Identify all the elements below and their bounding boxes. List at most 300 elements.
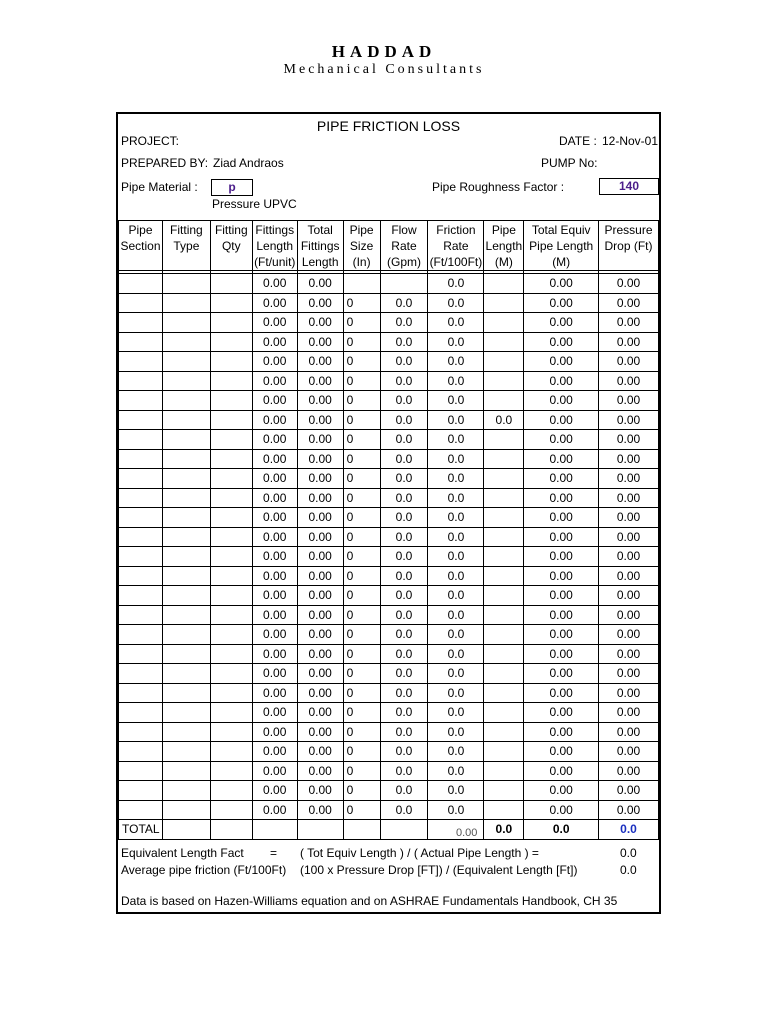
table-cell[interactable]: 0	[343, 488, 380, 508]
table-cell[interactable]: 0	[343, 391, 380, 411]
table-cell[interactable]: 0.0	[428, 547, 484, 567]
table-cell[interactable]	[162, 449, 210, 469]
table-cell[interactable]: 0.0	[428, 781, 484, 801]
table-cell[interactable]: 0.0	[380, 644, 428, 664]
table-cell[interactable]: 0	[343, 761, 380, 781]
table-cell[interactable]	[119, 547, 163, 567]
table-cell[interactable]: 0.00	[297, 761, 343, 781]
table-cell[interactable]: 0.00	[599, 352, 659, 372]
table-cell[interactable]: 0.00	[599, 430, 659, 450]
table-cell[interactable]	[484, 800, 524, 820]
table-cell[interactable]: 0.00	[599, 586, 659, 606]
table-cell[interactable]	[484, 625, 524, 645]
table-cell[interactable]: 0.00	[524, 488, 599, 508]
table-cell[interactable]: 0.00	[252, 488, 297, 508]
table-cell[interactable]: 0.0	[428, 410, 484, 430]
table-cell[interactable]	[119, 566, 163, 586]
table-cell[interactable]	[162, 508, 210, 528]
table-cell[interactable]: 0	[343, 586, 380, 606]
table-cell[interactable]: 0.00	[297, 547, 343, 567]
table-cell[interactable]	[484, 293, 524, 313]
table-cell[interactable]: 0.00	[252, 761, 297, 781]
table-cell[interactable]	[210, 742, 252, 762]
table-cell[interactable]: 0.00	[599, 274, 659, 294]
table-cell[interactable]: 0.00	[599, 469, 659, 489]
table-cell[interactable]	[119, 371, 163, 391]
table-cell[interactable]	[210, 391, 252, 411]
table-cell[interactable]: 0.0	[428, 742, 484, 762]
table-cell[interactable]: 0.0	[428, 722, 484, 742]
table-cell[interactable]	[484, 430, 524, 450]
table-cell[interactable]: 0	[343, 332, 380, 352]
table-cell[interactable]: 0.00	[599, 683, 659, 703]
table-cell[interactable]: 0.00	[297, 683, 343, 703]
table-cell[interactable]	[162, 430, 210, 450]
table-cell[interactable]	[119, 644, 163, 664]
table-cell[interactable]	[210, 293, 252, 313]
table-cell[interactable]: 0	[343, 800, 380, 820]
table-cell[interactable]: 0.0	[380, 352, 428, 372]
table-cell[interactable]	[210, 430, 252, 450]
table-cell[interactable]: 0.00	[252, 664, 297, 684]
table-cell[interactable]: 0.00	[297, 430, 343, 450]
table-cell[interactable]: 0.00	[297, 800, 343, 820]
table-cell[interactable]	[162, 781, 210, 801]
table-cell[interactable]: 0.0	[428, 430, 484, 450]
table-cell[interactable]	[484, 605, 524, 625]
table-cell[interactable]: 0.00	[524, 800, 599, 820]
table-cell[interactable]: 0	[343, 352, 380, 372]
table-cell[interactable]: 0.00	[297, 605, 343, 625]
table-cell[interactable]: 0.0	[380, 664, 428, 684]
table-cell[interactable]: 0.0	[380, 683, 428, 703]
table-cell[interactable]: 0.00	[599, 527, 659, 547]
table-cell[interactable]	[119, 761, 163, 781]
table-cell[interactable]: 0	[343, 742, 380, 762]
table-cell[interactable]: 0.00	[599, 703, 659, 723]
table-cell[interactable]: 0.00	[524, 605, 599, 625]
table-cell[interactable]	[162, 644, 210, 664]
table-cell[interactable]	[162, 703, 210, 723]
table-cell[interactable]: 0.00	[252, 274, 297, 294]
table-cell[interactable]	[119, 781, 163, 801]
table-cell[interactable]: 0.00	[524, 566, 599, 586]
table-cell[interactable]: 0.0	[380, 430, 428, 450]
table-cell[interactable]: 0.00	[524, 703, 599, 723]
table-cell[interactable]: 0.00	[599, 488, 659, 508]
table-cell[interactable]: 0	[343, 644, 380, 664]
table-cell[interactable]	[210, 469, 252, 489]
table-cell[interactable]: 0.0	[428, 332, 484, 352]
table-cell[interactable]: 0.00	[599, 313, 659, 333]
table-cell[interactable]	[162, 371, 210, 391]
table-cell[interactable]	[484, 469, 524, 489]
table-cell[interactable]	[162, 605, 210, 625]
table-cell[interactable]: 0.0	[428, 371, 484, 391]
table-cell[interactable]: 0.00	[599, 761, 659, 781]
table-cell[interactable]: 0.00	[524, 313, 599, 333]
table-cell[interactable]	[162, 800, 210, 820]
table-cell[interactable]: 0.00	[524, 781, 599, 801]
table-cell[interactable]	[484, 781, 524, 801]
table-cell[interactable]: 0.0	[428, 586, 484, 606]
table-cell[interactable]: 0.00	[252, 352, 297, 372]
table-cell[interactable]: 0.0	[428, 449, 484, 469]
table-cell[interactable]	[162, 566, 210, 586]
table-cell[interactable]: 0.00	[252, 605, 297, 625]
table-cell[interactable]	[119, 391, 163, 411]
table-cell[interactable]: 0	[343, 449, 380, 469]
table-cell[interactable]: 0.00	[524, 508, 599, 528]
table-cell[interactable]: 0.0	[380, 800, 428, 820]
table-cell[interactable]: 0.0	[428, 566, 484, 586]
table-cell[interactable]: 0.00	[297, 352, 343, 372]
table-cell[interactable]: 0.00	[599, 742, 659, 762]
table-cell[interactable]	[162, 586, 210, 606]
table-cell[interactable]	[210, 488, 252, 508]
table-cell[interactable]	[119, 449, 163, 469]
table-cell[interactable]: 0.00	[524, 586, 599, 606]
table-cell[interactable]: 0.0	[428, 293, 484, 313]
table-cell[interactable]	[484, 722, 524, 742]
table-cell[interactable]	[119, 410, 163, 430]
table-cell[interactable]: 0.0	[380, 371, 428, 391]
table-cell[interactable]: 0.00	[599, 566, 659, 586]
table-cell[interactable]: 0.00	[599, 391, 659, 411]
table-cell[interactable]: 0.00	[524, 391, 599, 411]
table-cell[interactable]	[119, 332, 163, 352]
table-cell[interactable]: 0.00	[252, 644, 297, 664]
table-cell[interactable]: 0.00	[524, 469, 599, 489]
table-cell[interactable]	[119, 274, 163, 294]
table-cell[interactable]	[162, 274, 210, 294]
table-cell[interactable]: 0.00	[297, 703, 343, 723]
table-cell[interactable]	[162, 742, 210, 762]
table-cell[interactable]: 0.0	[380, 410, 428, 430]
table-cell[interactable]	[162, 410, 210, 430]
table-cell[interactable]	[162, 527, 210, 547]
table-cell[interactable]	[162, 293, 210, 313]
table-cell[interactable]	[119, 605, 163, 625]
table-cell[interactable]: 0.0	[428, 605, 484, 625]
table-cell[interactable]: 0.00	[524, 664, 599, 684]
table-cell[interactable]	[162, 488, 210, 508]
roughness-input[interactable]: 140	[599, 178, 659, 195]
table-cell[interactable]: 0.00	[599, 508, 659, 528]
table-cell[interactable]	[210, 644, 252, 664]
table-cell[interactable]: 0.00	[297, 313, 343, 333]
table-cell[interactable]: 0.0	[380, 391, 428, 411]
table-cell[interactable]: 0.00	[252, 313, 297, 333]
table-cell[interactable]: 0.00	[524, 430, 599, 450]
table-cell[interactable]: 0	[343, 664, 380, 684]
table-cell[interactable]: 0.00	[599, 781, 659, 801]
table-cell[interactable]	[484, 352, 524, 372]
table-cell[interactable]	[119, 488, 163, 508]
table-cell[interactable]	[484, 644, 524, 664]
table-cell[interactable]: 0.0	[428, 761, 484, 781]
table-cell[interactable]	[119, 800, 163, 820]
table-cell[interactable]: 0.00	[599, 332, 659, 352]
table-cell[interactable]	[210, 352, 252, 372]
table-cell[interactable]: 0.00	[252, 547, 297, 567]
table-cell[interactable]	[210, 508, 252, 528]
table-cell[interactable]: 0.00	[252, 508, 297, 528]
table-cell[interactable]	[210, 410, 252, 430]
table-cell[interactable]: 0.0	[428, 664, 484, 684]
table-cell[interactable]: 0.00	[252, 293, 297, 313]
table-cell[interactable]: 0.0	[428, 508, 484, 528]
table-cell[interactable]: 0.0	[380, 488, 428, 508]
table-cell[interactable]: 0.0	[428, 800, 484, 820]
table-cell[interactable]	[484, 274, 524, 294]
table-cell[interactable]: 0.00	[524, 722, 599, 742]
table-cell[interactable]: 0.00	[599, 625, 659, 645]
table-cell[interactable]: 0.0	[428, 683, 484, 703]
table-cell[interactable]: 0.00	[524, 761, 599, 781]
table-cell[interactable]: 0.00	[524, 449, 599, 469]
table-cell[interactable]	[119, 664, 163, 684]
table-cell[interactable]: 0	[343, 781, 380, 801]
table-cell[interactable]	[119, 430, 163, 450]
table-cell[interactable]: 0.00	[297, 644, 343, 664]
table-cell[interactable]	[343, 274, 380, 294]
table-cell[interactable]	[210, 800, 252, 820]
table-cell[interactable]: 0.0	[484, 410, 524, 430]
table-cell[interactable]	[162, 332, 210, 352]
table-cell[interactable]: 0.00	[599, 800, 659, 820]
table-cell[interactable]	[484, 391, 524, 411]
table-cell[interactable]	[210, 527, 252, 547]
table-cell[interactable]: 0.0	[380, 742, 428, 762]
table-cell[interactable]: 0.00	[297, 391, 343, 411]
table-cell[interactable]: 0.0	[380, 332, 428, 352]
table-cell[interactable]	[162, 625, 210, 645]
table-cell[interactable]: 0.00	[252, 722, 297, 742]
table-cell[interactable]: 0.00	[599, 644, 659, 664]
table-cell[interactable]: 0.0	[380, 547, 428, 567]
table-cell[interactable]	[484, 332, 524, 352]
table-cell[interactable]	[210, 449, 252, 469]
table-cell[interactable]: 0.0	[380, 605, 428, 625]
table-cell[interactable]	[119, 703, 163, 723]
table-cell[interactable]	[210, 332, 252, 352]
table-cell[interactable]: 0.00	[297, 722, 343, 742]
table-cell[interactable]: 0	[343, 625, 380, 645]
table-cell[interactable]	[119, 683, 163, 703]
table-cell[interactable]: 0.0	[380, 722, 428, 742]
table-cell[interactable]: 0.00	[524, 644, 599, 664]
table-cell[interactable]: 0	[343, 371, 380, 391]
table-cell[interactable]: 0.00	[252, 469, 297, 489]
table-cell[interactable]: 0	[343, 547, 380, 567]
table-cell[interactable]	[484, 566, 524, 586]
table-cell[interactable]: 0.00	[524, 683, 599, 703]
table-cell[interactable]	[380, 274, 428, 294]
table-cell[interactable]: 0.00	[252, 371, 297, 391]
table-cell[interactable]: 0.00	[252, 586, 297, 606]
table-cell[interactable]: 0.0	[380, 469, 428, 489]
table-cell[interactable]: 0.00	[297, 488, 343, 508]
table-cell[interactable]: 0	[343, 469, 380, 489]
table-cell[interactable]	[210, 722, 252, 742]
table-cell[interactable]	[210, 547, 252, 567]
table-cell[interactable]: 0.00	[297, 293, 343, 313]
table-cell[interactable]	[210, 664, 252, 684]
table-cell[interactable]: 0.00	[297, 664, 343, 684]
table-cell[interactable]: 0.00	[297, 566, 343, 586]
table-cell[interactable]: 0.0	[380, 625, 428, 645]
table-cell[interactable]	[484, 313, 524, 333]
table-cell[interactable]	[119, 313, 163, 333]
table-cell[interactable]: 0.00	[297, 742, 343, 762]
table-cell[interactable]: 0	[343, 313, 380, 333]
table-cell[interactable]	[119, 722, 163, 742]
table-cell[interactable]: 0.0	[428, 313, 484, 333]
table-cell[interactable]	[210, 625, 252, 645]
table-cell[interactable]: 0.00	[252, 430, 297, 450]
table-cell[interactable]: 0	[343, 527, 380, 547]
table-cell[interactable]	[484, 586, 524, 606]
table-cell[interactable]: 0.00	[297, 586, 343, 606]
table-cell[interactable]: 0.00	[297, 781, 343, 801]
table-cell[interactable]	[210, 683, 252, 703]
table-cell[interactable]: 0.00	[524, 274, 599, 294]
table-cell[interactable]: 0.00	[252, 566, 297, 586]
table-cell[interactable]: 0.0	[380, 313, 428, 333]
table-cell[interactable]: 0.00	[252, 391, 297, 411]
table-cell[interactable]	[119, 625, 163, 645]
table-cell[interactable]: 0.00	[524, 547, 599, 567]
table-cell[interactable]: 0.00	[297, 508, 343, 528]
table-cell[interactable]: 0.0	[428, 527, 484, 547]
table-cell[interactable]	[119, 527, 163, 547]
table-cell[interactable]: 0.0	[380, 527, 428, 547]
table-cell[interactable]	[119, 742, 163, 762]
table-cell[interactable]: 0.00	[252, 781, 297, 801]
table-cell[interactable]: 0.00	[524, 332, 599, 352]
table-cell[interactable]	[210, 586, 252, 606]
table-cell[interactable]: 0.00	[297, 332, 343, 352]
table-cell[interactable]: 0.0	[428, 703, 484, 723]
table-cell[interactable]: 0	[343, 410, 380, 430]
table-cell[interactable]	[484, 547, 524, 567]
table-cell[interactable]: 0.0	[428, 352, 484, 372]
table-cell[interactable]	[119, 508, 163, 528]
table-cell[interactable]: 0.00	[524, 742, 599, 762]
table-cell[interactable]: 0.00	[599, 605, 659, 625]
table-cell[interactable]: 0.00	[252, 410, 297, 430]
table-cell[interactable]	[210, 703, 252, 723]
table-cell[interactable]	[484, 703, 524, 723]
table-cell[interactable]	[162, 391, 210, 411]
table-cell[interactable]: 0.0	[380, 293, 428, 313]
table-cell[interactable]	[484, 683, 524, 703]
table-cell[interactable]	[210, 781, 252, 801]
table-cell[interactable]: 0.0	[380, 761, 428, 781]
table-cell[interactable]: 0	[343, 566, 380, 586]
table-cell[interactable]: 0	[343, 722, 380, 742]
table-cell[interactable]: 0	[343, 605, 380, 625]
table-cell[interactable]: 0.0	[380, 703, 428, 723]
table-cell[interactable]: 0.00	[524, 625, 599, 645]
table-cell[interactable]	[210, 313, 252, 333]
table-cell[interactable]	[119, 586, 163, 606]
table-cell[interactable]	[210, 371, 252, 391]
table-cell[interactable]: 0.0	[380, 449, 428, 469]
table-cell[interactable]: 0.00	[252, 683, 297, 703]
table-cell[interactable]: 0.00	[297, 410, 343, 430]
table-cell[interactable]: 0.00	[297, 274, 343, 294]
table-cell[interactable]: 0.00	[297, 449, 343, 469]
table-cell[interactable]	[484, 761, 524, 781]
table-cell[interactable]	[484, 508, 524, 528]
table-cell[interactable]: 0.0	[428, 469, 484, 489]
table-cell[interactable]: 0	[343, 293, 380, 313]
table-cell[interactable]: 0.00	[252, 449, 297, 469]
table-cell[interactable]: 0.00	[524, 352, 599, 372]
table-cell[interactable]: 0.00	[252, 742, 297, 762]
table-cell[interactable]	[162, 313, 210, 333]
table-cell[interactable]: 0.0	[428, 488, 484, 508]
table-cell[interactable]	[484, 488, 524, 508]
table-cell[interactable]: 0.00	[297, 371, 343, 391]
table-cell[interactable]	[119, 293, 163, 313]
table-cell[interactable]: 0.00	[252, 800, 297, 820]
table-cell[interactable]	[162, 547, 210, 567]
table-cell[interactable]: 0.00	[524, 410, 599, 430]
table-cell[interactable]: 0.00	[599, 293, 659, 313]
table-cell[interactable]: 0	[343, 508, 380, 528]
table-cell[interactable]	[210, 761, 252, 781]
table-cell[interactable]: 0.00	[599, 371, 659, 391]
table-cell[interactable]: 0.00	[524, 371, 599, 391]
table-cell[interactable]: 0.00	[524, 527, 599, 547]
table-cell[interactable]: 0.00	[252, 625, 297, 645]
table-cell[interactable]: 0.0	[428, 625, 484, 645]
table-cell[interactable]: 0.00	[297, 469, 343, 489]
table-cell[interactable]	[484, 742, 524, 762]
table-cell[interactable]: 0.00	[599, 410, 659, 430]
table-cell[interactable]: 0	[343, 703, 380, 723]
table-cell[interactable]	[162, 469, 210, 489]
table-cell[interactable]	[210, 605, 252, 625]
table-cell[interactable]: 0.00	[252, 527, 297, 547]
table-cell[interactable]	[119, 352, 163, 372]
table-cell[interactable]: 0.00	[297, 625, 343, 645]
table-cell[interactable]	[119, 469, 163, 489]
table-cell[interactable]: 0.00	[599, 449, 659, 469]
table-cell[interactable]	[162, 761, 210, 781]
table-cell[interactable]: 0.0	[380, 566, 428, 586]
table-cell[interactable]	[484, 664, 524, 684]
table-cell[interactable]	[484, 449, 524, 469]
table-cell[interactable]	[210, 566, 252, 586]
table-cell[interactable]: 0.00	[252, 332, 297, 352]
table-cell[interactable]: 0.0	[380, 586, 428, 606]
table-cell[interactable]	[162, 683, 210, 703]
table-cell[interactable]: 0.0	[428, 644, 484, 664]
material-code-input[interactable]: p	[211, 179, 253, 196]
table-cell[interactable]: 0.00	[599, 664, 659, 684]
table-cell[interactable]: 0.00	[599, 722, 659, 742]
table-cell[interactable]: 0	[343, 430, 380, 450]
table-cell[interactable]	[162, 722, 210, 742]
table-cell[interactable]: 0.00	[297, 527, 343, 547]
table-cell[interactable]: 0.0	[380, 508, 428, 528]
table-cell[interactable]: 0.00	[599, 547, 659, 567]
table-cell[interactable]: 0	[343, 683, 380, 703]
